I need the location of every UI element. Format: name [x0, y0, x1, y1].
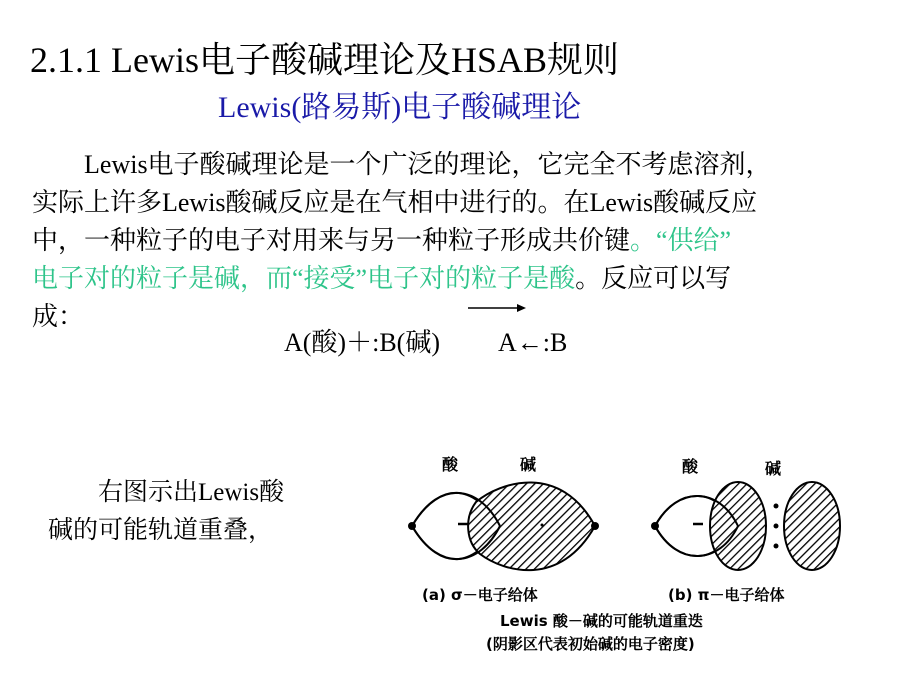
figure-label-base: 碱	[520, 455, 537, 474]
caption-pi: (b) π－电子给体	[668, 586, 785, 604]
orbital-overlap-figure	[400, 448, 860, 658]
figure-label-acid: 酸	[682, 457, 699, 476]
paragraph-line	[32, 260, 894, 298]
paragraph-text: 。反应可以写	[575, 264, 732, 293]
figure-label-base: 碱	[765, 459, 782, 478]
side-note	[48, 474, 284, 550]
caption-note: (阴影区代表初始碱的电子密度)	[486, 635, 695, 653]
paragraph-line: 实际上许多Lewis酸碱反应是在气相中进行的。在Lewis酸碱反应	[32, 188, 758, 217]
pi-donor-diagram	[651, 457, 840, 570]
page-title: 2.1.1 Lewis电子酸碱理论及HSAB规则	[30, 40, 620, 80]
highlight-text: 电子对的粒子是碱，而“接受”电子对的粒子是酸	[32, 264, 576, 293]
equation-left: A(酸)＋:B(碱)	[284, 328, 440, 357]
reaction-equation	[284, 324, 567, 362]
paragraph-text: Lewis电子酸碱理论是一个广泛的理论，它完全不考虑溶剂，	[84, 150, 772, 179]
side-note-text: 右图示出Lewis酸	[98, 479, 285, 506]
paragraph-line	[32, 146, 894, 184]
caption-main: Lewis 酸－碱的可能轨道重迭	[500, 612, 703, 630]
side-note-line: 碱的可能轨道重叠，	[48, 517, 274, 544]
paragraph-text: 中，一种粒子的电子对用来与另一种粒子形成共价键	[32, 226, 631, 255]
equation-right: A←:B	[497, 328, 568, 357]
sigma-donor-diagram	[408, 455, 599, 570]
reaction-arrow-icon	[466, 302, 528, 314]
section-subtitle: Lewis(路易斯)电子酸碱理论	[218, 91, 582, 124]
figure-label-acid: 酸	[442, 455, 459, 474]
side-note-line	[48, 474, 284, 512]
highlight-text: 。“供给”	[630, 226, 732, 255]
body-paragraph	[32, 146, 894, 336]
caption-sigma: (a) σ－电子给体	[422, 586, 538, 604]
paragraph-line: 成：	[32, 302, 85, 331]
paragraph-line	[32, 222, 894, 260]
